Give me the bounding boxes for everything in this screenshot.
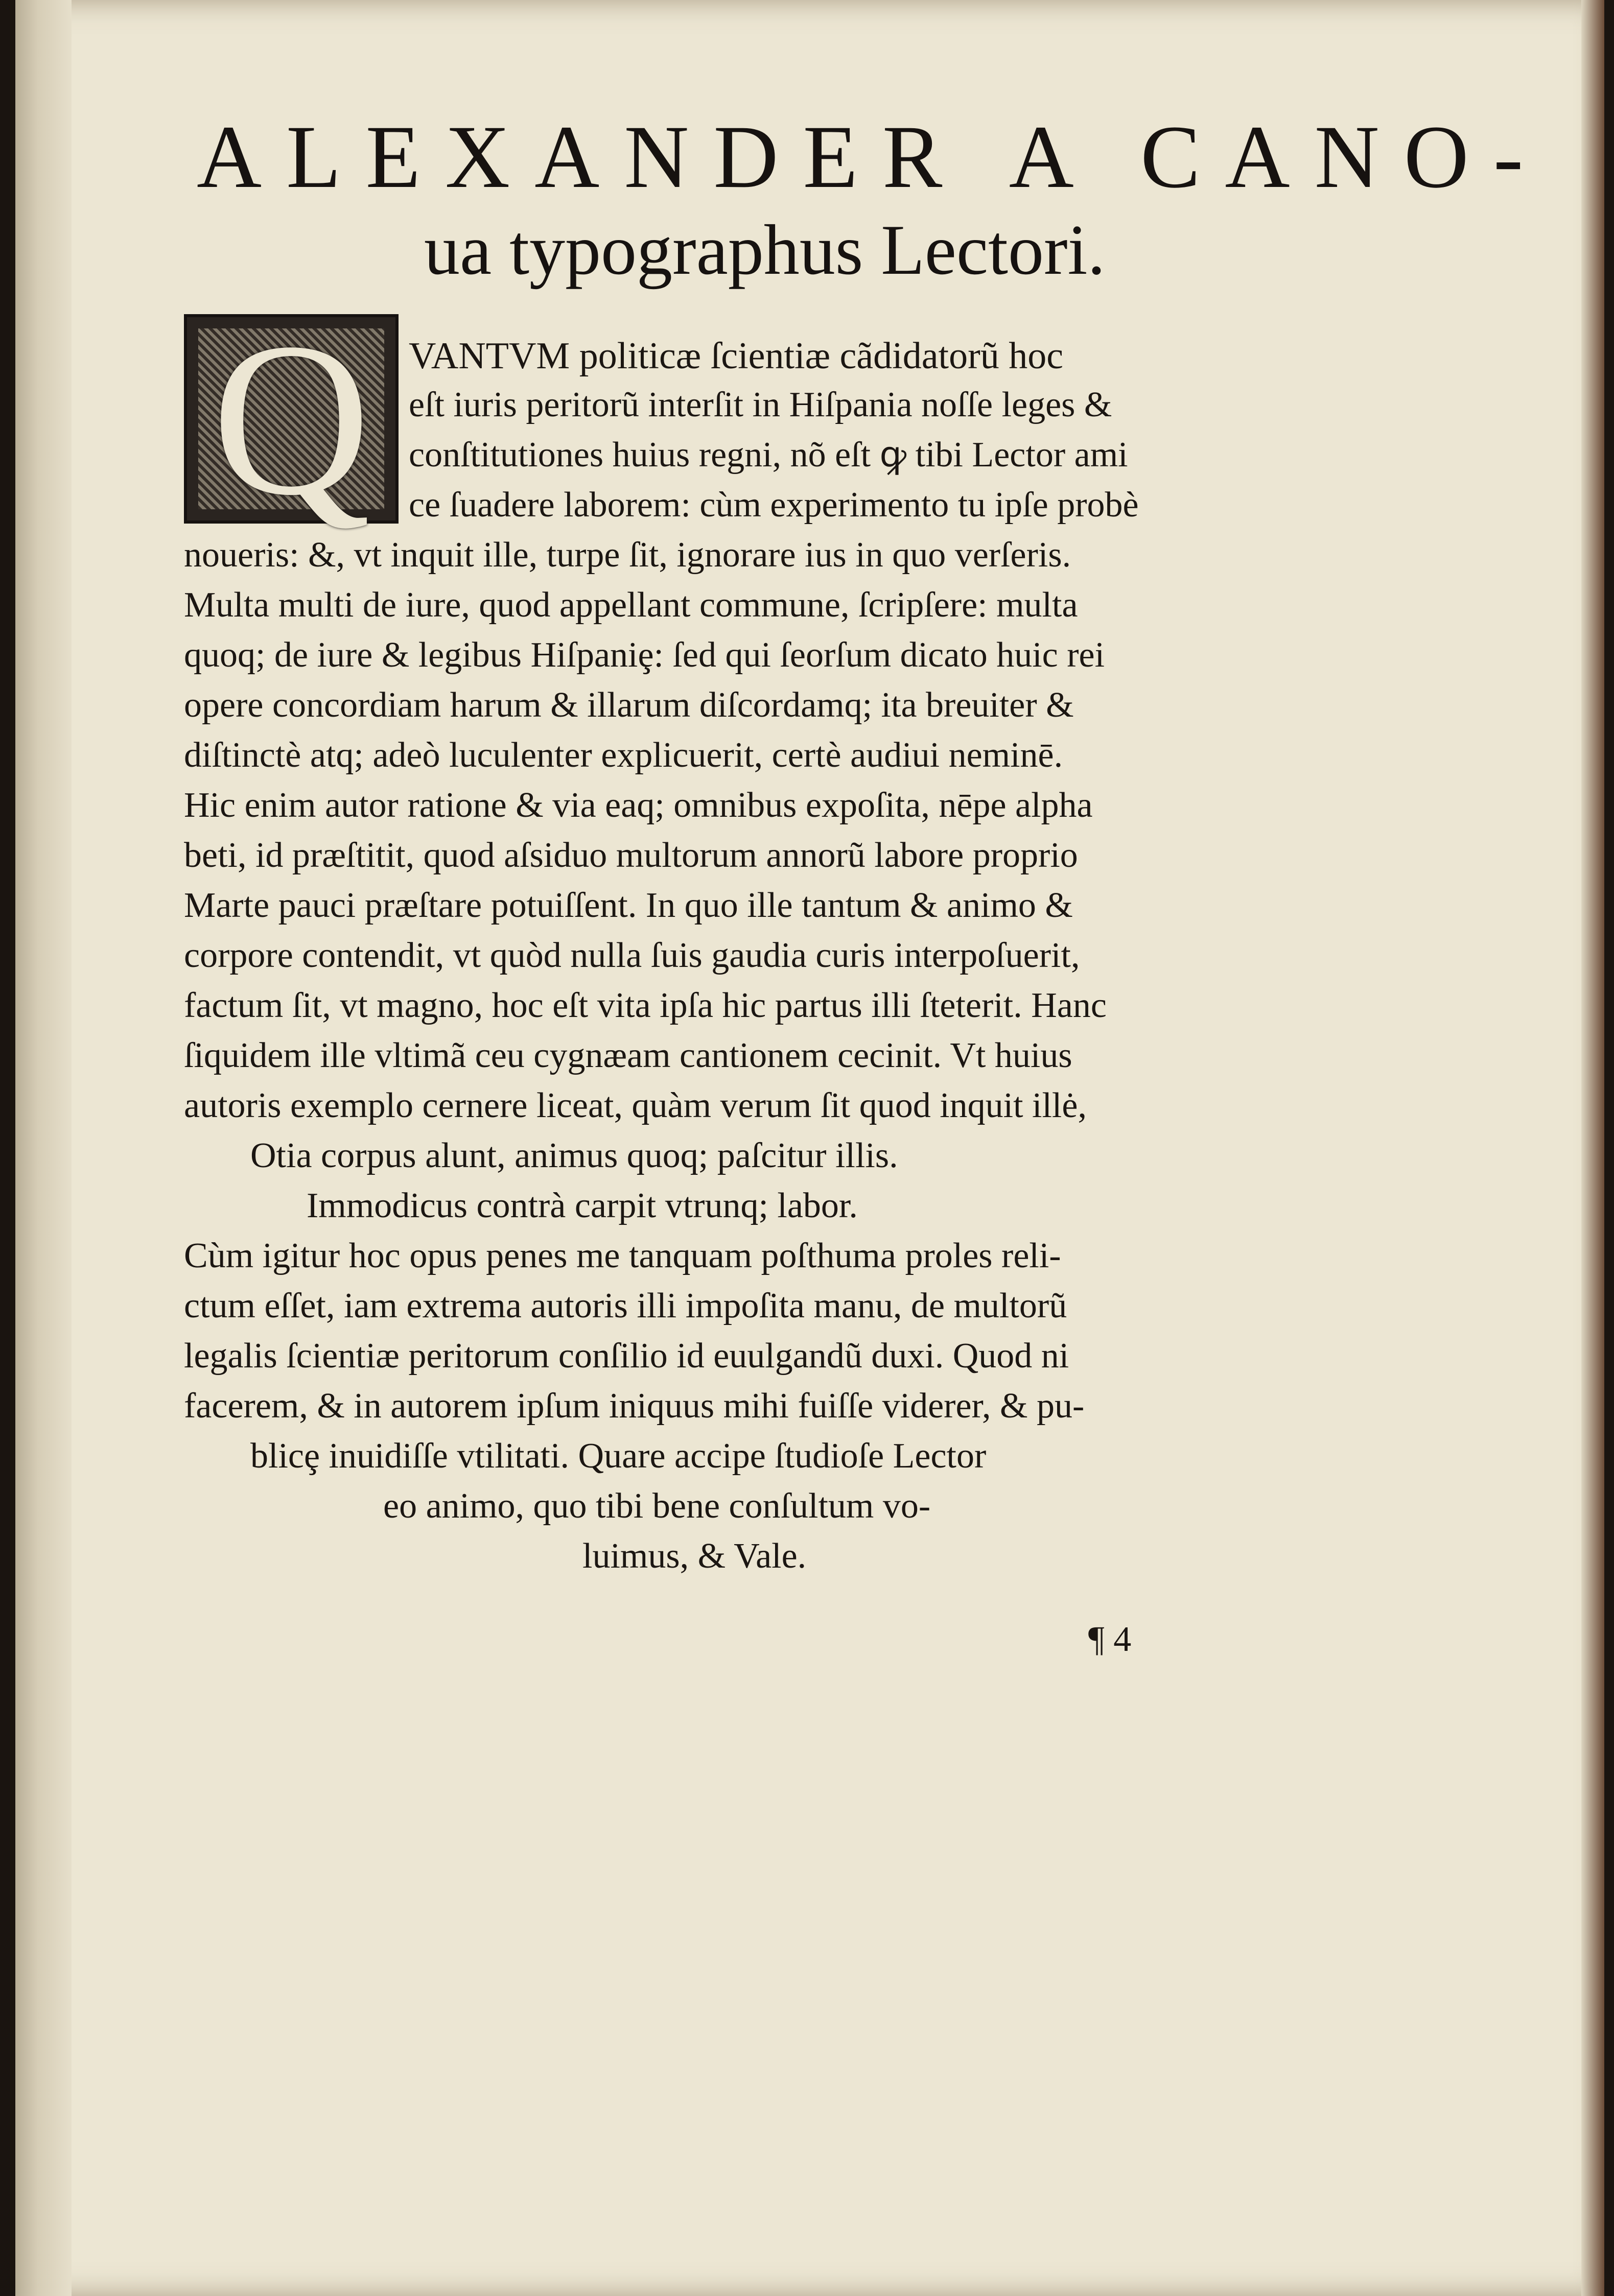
text-line: facerem, & in autorem ipſum iniquus mihi fuiſſe viderer, & pu-	[184, 1386, 1085, 1426]
text-line: quoq; de iure & legibus Hiſpaniȩ: ſed qui ſeorſum dicato huic rei	[184, 635, 1105, 675]
text-line: ce ſuadere laborem: cùm experimento tu ipſe probè	[409, 485, 1139, 525]
text-line: ctum eſſet, iam extrema autoris illi impoſita manu, de multorũ	[184, 1286, 1067, 1325]
verse-line: Immodicus contrà carpit vtrunq; labor.	[307, 1186, 858, 1225]
page-title: ALEXANDER A CANO-	[197, 107, 1548, 207]
text-line: conſtitutiones huius regni, nõ eſt ꝙ tibi Lector ami	[409, 435, 1128, 475]
text-line: noueris: &, vt inquit ille, turpe ſit, ignorare ius in quo verſeris.	[184, 535, 1071, 575]
text-line: VANTVM politicæ ſcientiæ cãdidatorũ hoc	[409, 335, 1064, 377]
text-line: ſiquidem ille vltimã ceu cygnæam cantionem cecinit. Vt huius	[184, 1036, 1072, 1075]
verse-line: Otia corpus alunt, animus quoq; paſcitur illis.	[250, 1136, 898, 1175]
page-edge	[1581, 0, 1604, 2296]
book-page	[15, 0, 1604, 2296]
text-line: autoris exemplo cernere liceat, quàm verum ſit quod inquit illė,	[184, 1086, 1087, 1125]
text-line: diſtinctè atq; adeò luculenter explicuerit, certè audiui neminē.	[184, 736, 1063, 775]
decorated-initial	[184, 298, 399, 541]
signature-mark: ¶ 4	[1088, 1620, 1132, 1659]
text-line: Hic enim autor ratione & via eaq; omnibus expoſita, nēpe alpha	[184, 786, 1093, 825]
text-line: Cùm igitur hoc opus penes me tanquam poſthuma proles reli-	[184, 1236, 1061, 1275]
text-line: opere concordiam harum & illarum diſcordamq; ita breuiter &	[184, 685, 1074, 725]
text-line: beti, id præſtitit, quod aſsiduo multorum annorũ labore proprio	[184, 836, 1078, 875]
text-line: luimus, & Vale.	[582, 1536, 807, 1576]
text-line: legalis ſcientiæ peritorum conſilio id euulgandũ duxi. Quod ni	[184, 1336, 1069, 1376]
text-line: eſt iuris peritorũ interſit in Hiſpania noſſe leges &	[409, 385, 1112, 424]
text-line: factum ſit, vt magno, hoc eſt vita ipſa hic partus illi ſteterit. Hanc	[184, 986, 1107, 1025]
text-line: Marte pauci præſtare potuiſſent. In quo ille tantum & animo &	[184, 886, 1073, 925]
initial-letter: Q	[212, 298, 371, 541]
text-line: eo animo, quo tibi bene conſultum vo-	[383, 1486, 931, 1526]
text-line: corpore contendit, vt quòd nulla ſuis gaudia curis interpoſuerit,	[184, 936, 1080, 975]
text-line: blicȩ inuidiſſe vtilitati. Quare accipe ſtudioſe Lector	[250, 1436, 987, 1476]
text-line: Multa multi de iure, quod appellant commune, ſcripſere: multa	[184, 585, 1078, 625]
page-subtitle: ua typographus Lectori.	[424, 210, 1106, 290]
page-binding	[15, 0, 72, 2296]
